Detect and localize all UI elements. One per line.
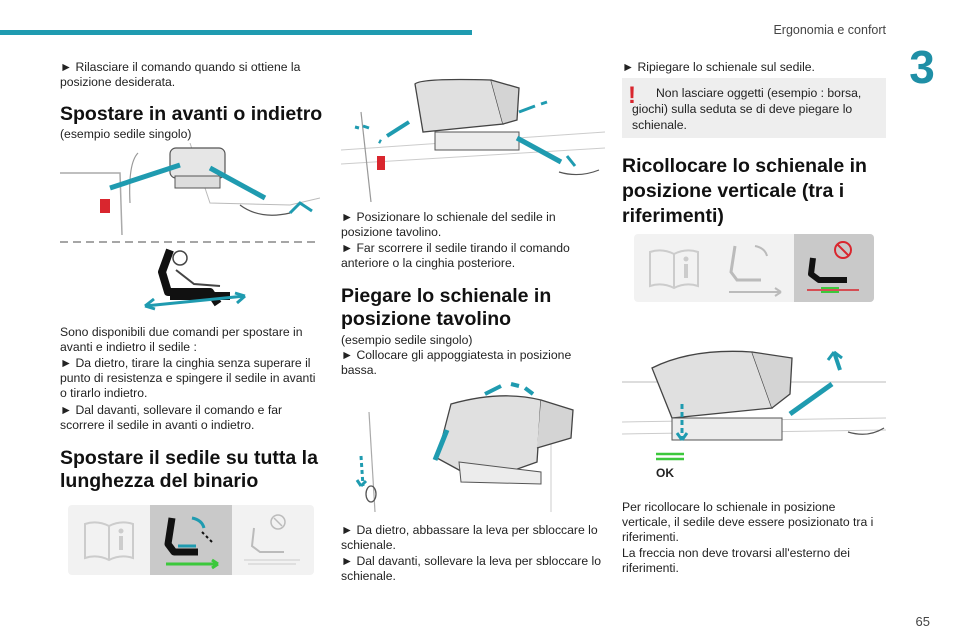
header-accent-bar [0, 30, 472, 35]
body-arrow-note: La freccia non deve trovarsi all'esterno dei riferimenti. [622, 546, 850, 576]
body-two-controls: Sono disponibili due comandi per spostare in avanti e indietro il sedile : [60, 325, 303, 355]
seat-no-object-active-icon [794, 234, 874, 302]
picto-strip-1 [68, 505, 314, 575]
step-front-lever: ► Dal davanti, sollevare la leva per sbloccare lo schienale. [341, 554, 602, 584]
seat-no-object-icon [232, 505, 314, 575]
heading-restore-backrest: Ricollocare lo schienale in posizione verticale (tra i riferimenti) [622, 155, 867, 227]
heading-move-forward-back: Spostare in avanti o indietro [60, 103, 323, 125]
warning-text: Non lasciare oggetti (esempio : borsa, giochi) sulla seduta se di deve piegare lo schienale. [632, 86, 862, 132]
intro-step: ► Rilasciare il comando quando si ottiene la posizione desiderata. [60, 60, 301, 90]
seat-slide-illustration [60, 143, 320, 235]
seat-slide-pictogram [60, 240, 320, 314]
step-from-behind: ► Da dietro, tirare la cinghia senza superare il punto di resistenza e spingere il sedile in avanti o tirarlo indietro. [60, 356, 316, 401]
warning-box [622, 78, 886, 138]
step-slide-seat: ► Far scorrere il sedile tirando il comando anteriore o la cinghia posteriore. [341, 241, 570, 271]
body-restore-position: Per ricollocare lo schienale in posizione verticale, il sedile deve essere posizionato tra i riferimenti. [622, 500, 874, 545]
step-rear-lever: ► Da dietro, abbassare la leva per sbloccare lo schienale. [341, 523, 598, 553]
seat-fold-illustration [341, 382, 605, 512]
heading-fold-backrest: Piegare lo schienale in posizione tavolino [341, 285, 552, 330]
page-number: 65 [915, 614, 930, 629]
picto-strip-2 [634, 234, 874, 302]
seat-slide-inactive-icon [714, 234, 794, 302]
step-lower-headrests: ► Collocare gli appoggiatesta in posizione bassa. [341, 348, 572, 378]
book-icon [634, 234, 714, 302]
chapter-number: 3 [909, 41, 935, 93]
step-fold-on-seat: ► Ripiegare lo schienale sul sedile. [622, 60, 815, 74]
heading-full-rail-length: Spostare il sedile su tutta la lunghezza del binario [60, 447, 318, 492]
seat-slide-active-icon [150, 505, 232, 575]
warning-icon: ! [628, 82, 636, 109]
example-note: (esempio sedile singolo) [60, 127, 192, 141]
ok-label: OK [656, 466, 674, 480]
step-from-front: ► Dal davanti, sollevare il comando e far scorrere il sedile in avanti o indietro. [60, 403, 283, 433]
book-icon [68, 505, 150, 575]
section-title: Ergonomia e confort [773, 23, 886, 37]
example-note-2: (esempio sedile singolo) [341, 333, 473, 347]
seat-table-slide-illustration [341, 72, 605, 202]
step-table-position: ► Posizionare lo schienale del sedile in posizione tavolino. [341, 210, 556, 240]
